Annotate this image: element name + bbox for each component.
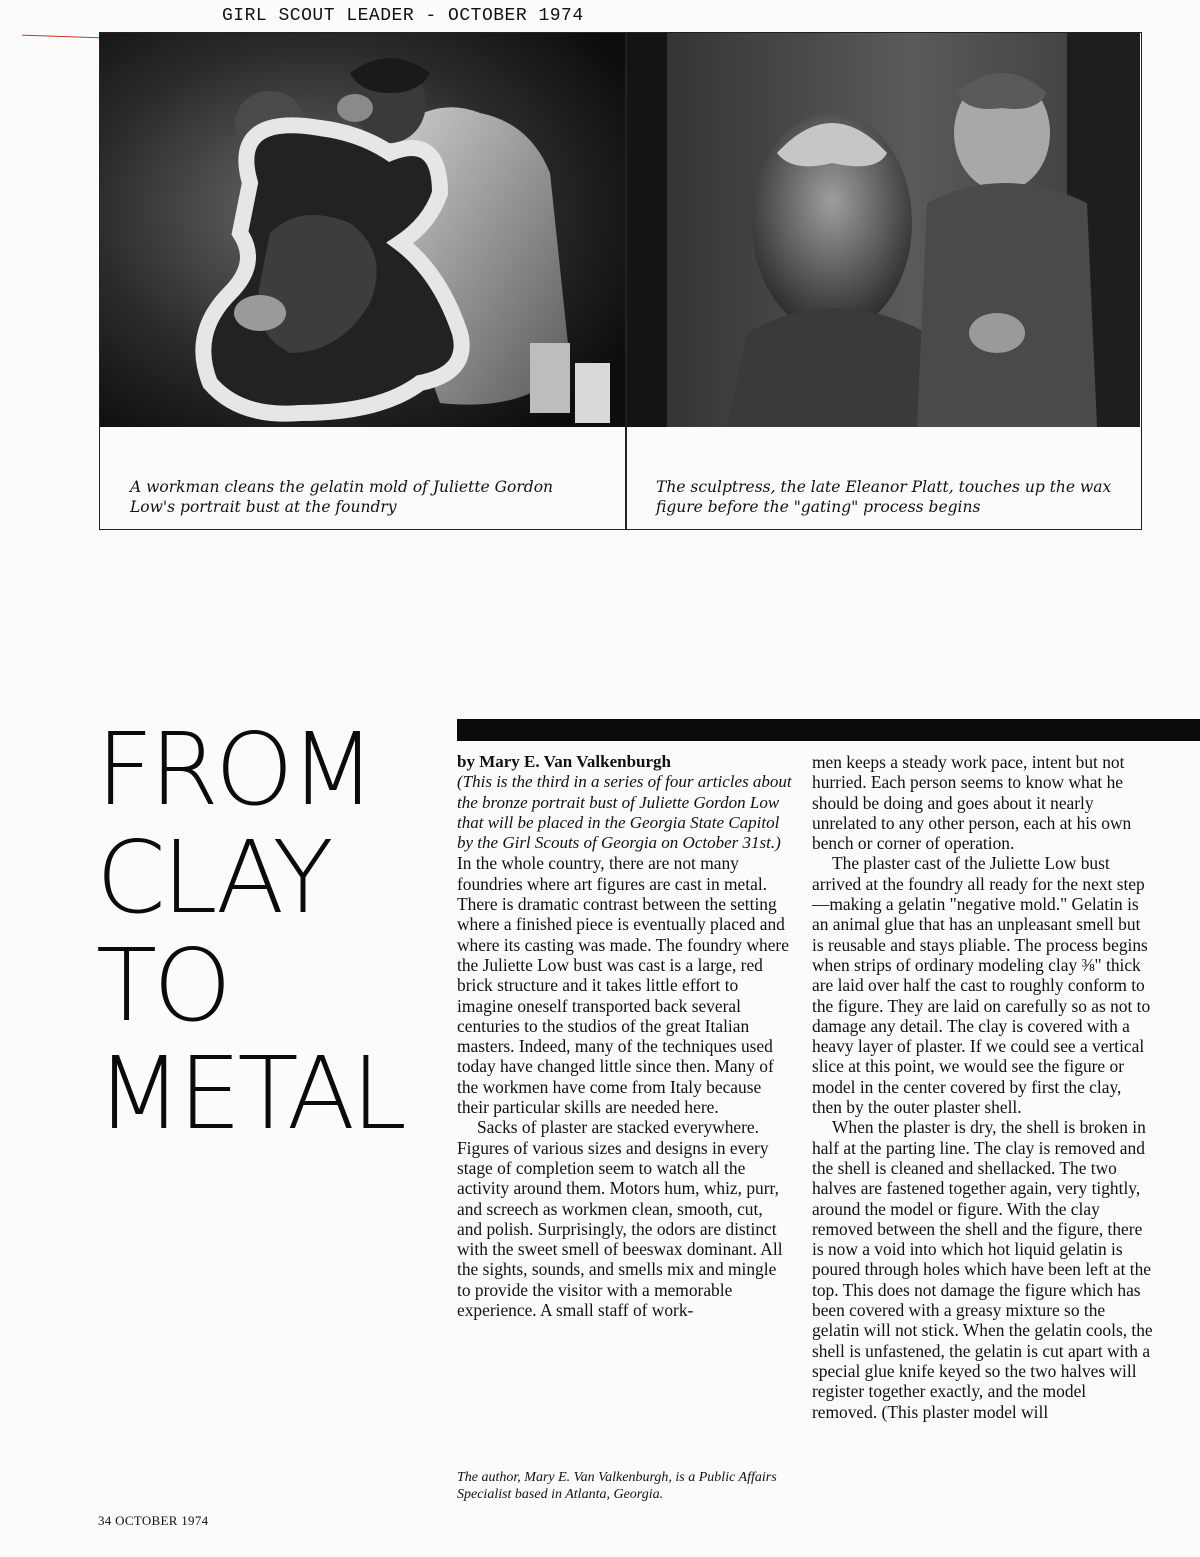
article-column-2	[812, 752, 1154, 1422]
title-line-4: METAL	[96, 1035, 403, 1152]
title-line-2: CLAY	[96, 819, 330, 936]
sculptress-photo-image	[627, 33, 1140, 427]
article-column-1	[457, 752, 792, 1320]
title-rule-bar	[457, 719, 1200, 741]
page-folio: 34 OCTOBER 1974	[98, 1513, 209, 1528]
photo-divider	[625, 33, 627, 529]
paragraph-5: When the plaster is dry, the shell is broken in half at the parting line. The clay is removed and the shell is cleaned and shellacked. The two halves are fastened together again, very tightly, around the model or figure. With the clay removed between the shell and the figure, there is now a void into which hot liquid gelatin is poured through holes which have been left at the top. This does not damage the figure which has been covered with a greasy mixture so the gelatin will not stick. When the gelatin cools, the shell is unfastened, the gelatin is cut apart with a special glue knife keyed so the two halves will register together exactly, and the model removed. (This plaster model will	[812, 1117, 1153, 1422]
title-line-3: TO	[96, 927, 228, 1044]
photo-workman-gelatin-mold	[100, 33, 625, 427]
photo-spread	[99, 32, 1142, 530]
caption-left: A workman cleans the gelatin mold of Juliette Gordon Low's portrait bust at the foundry	[130, 478, 554, 516]
paragraph-4: The plaster cast of the Juliette Low bust arrived at the foundry all ready for the next step—making a gelatin "negative mold." Gelatin is an animal glue that has an unpleasant smell but is reusable and stays pliable. The process begins when strips of ordinary modeling clay ⅜" thick are laid over half the cast to roughly conform to the figure. They are laid on carefully so as not to damage any detail. The clay is covered with a heavy layer of plaster. If we could see a vertical slice at this point, we would see the figure or model in the center covered by first the clay, then by the outer plaster shell.	[812, 853, 1151, 1118]
title-line-1: FROM	[96, 711, 372, 828]
paragraph-3: men keeps a steady work pace, intent but not hurried. Each person seems to know what he should be doing and goes about it nearly unrelated to any other person, each at his own bench or corner of operation.	[812, 752, 1132, 854]
margin-mark	[22, 35, 102, 39]
caption-right: The sculptress, the late Eleanor Platt, touches up the wax figure before the "gating" process begins	[656, 478, 1112, 516]
byline: by Mary E. Van Valkenburgh	[457, 752, 671, 771]
article-title	[96, 711, 403, 1152]
workman-photo-image	[100, 33, 625, 427]
photo-sculptress-wax-figure	[627, 33, 1140, 427]
series-note: (This is the third in a series of four articles about the bronze portrait bust of Juliette Gordon Low that will be placed in the Georgia State Capitol by the Girl Scouts of Georgia on October 31st.)	[457, 772, 792, 853]
running-head: GIRL SCOUT LEADER - OCTOBER 1974	[222, 6, 584, 26]
paragraph-1: In the whole country, there are not many foundries where art figures are cast in metal. There is dramatic contrast between the setting where a finished piece is eventually placed and where its casting was made. The foundry where the Juliette Low bust was cast is a large, red brick structure and it takes little effort to imagine oneself transported back several centuries to the studios of the great Italian masters. Indeed, many of the techniques used today have changed little since then. Many of the workmen have come from Italy because their particular skills are needed here.	[457, 853, 789, 1118]
paragraph-2: Sacks of plaster are stacked everywhere. Figures of various sizes and designs in every stage of completion seem to watch all the activity around them. Motors hum, whiz, purr, and screech as workmen clean, smooth, cut, and polish. Surprisingly, the odors are distinct with the sweet smell of beeswax dominant. All the sights, sounds, and smells mix and mingle to provide the visitor with a memorable experience. A small staff of work-	[457, 1117, 783, 1321]
author-note: The author, Mary E. Van Valkenburgh, is a Public Affairs Specialist based in Atlanta, Georgia.	[457, 1470, 777, 1502]
